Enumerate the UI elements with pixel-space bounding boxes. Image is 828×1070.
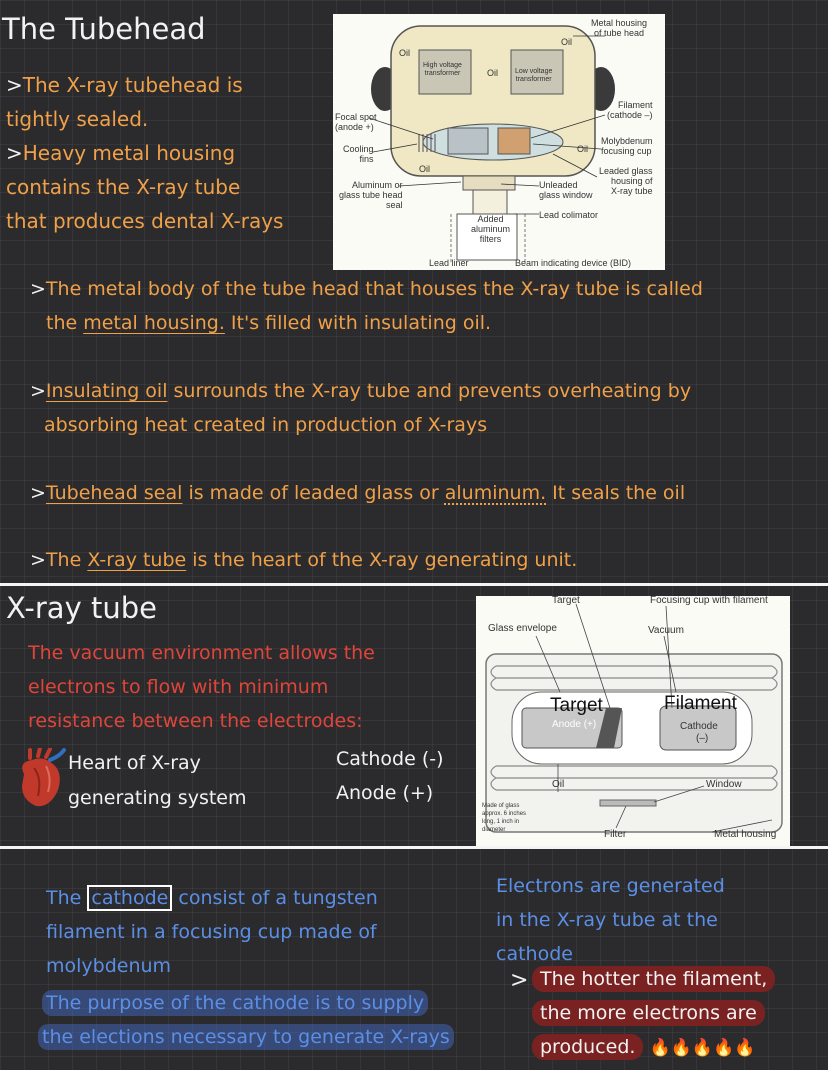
paragraph-text: The metal body of the tube head that houses the X-ray tube is called <box>45 278 703 300</box>
label-target-handwritten: Target <box>550 695 603 716</box>
bullet-marker: > <box>30 278 46 300</box>
paragraph-text: the <box>46 312 84 334</box>
underlined-term: metal housing. <box>83 312 225 334</box>
bullet-marker: > <box>30 482 46 504</box>
highlighted-text: the elections necessary to generate X-rays <box>38 1024 454 1050</box>
tubehead-bullet-1 <box>6 68 283 238</box>
label-filament-handwritten: Filament <box>664 693 737 714</box>
paragraph-text: The <box>45 549 88 571</box>
vacuum-text: resistance between the electrodes: <box>28 710 363 732</box>
label-oil: Oil <box>399 48 410 58</box>
note-text: Electrons are generated <box>496 875 725 897</box>
paragraph-metal-housing <box>30 272 703 340</box>
label-focal-spot: Focal spot (anode +) <box>335 112 377 132</box>
highlighted-text: produced. <box>532 1034 643 1060</box>
label-metal-housing: Metal housing <box>714 829 777 840</box>
underlined-term: Tubehead seal <box>45 482 183 504</box>
anatomical-heart-icon <box>16 748 66 810</box>
label-oil: Oil <box>577 144 588 154</box>
bullet-text: contains the X-ray tube <box>6 175 241 199</box>
label-glass-envelope: Glass envelope <box>488 623 557 634</box>
bullet-text: tightly sealed. <box>6 107 149 131</box>
highlighted-text: The purpose of the cathode is to supply <box>42 990 428 1016</box>
paragraph-tubehead-seal <box>30 476 685 510</box>
label-high-voltage-transformer: High voltage transformer <box>423 62 462 77</box>
highlighted-text: the more electrons are <box>532 1000 765 1026</box>
tubehead-diagram <box>333 14 665 270</box>
label-lead-collimator: Lead colimator <box>539 210 599 220</box>
label-oil: Oil <box>552 779 565 790</box>
label-oil: Oil <box>561 37 572 47</box>
highlighted-text: The hotter the filament, <box>532 966 775 992</box>
label-window: Window <box>706 779 742 790</box>
filament-note-marker: > <box>510 968 529 993</box>
label-vacuum: Vacuum <box>648 625 684 636</box>
cathode-text: The <box>46 887 88 909</box>
label-leaded-glass: Leaded glass housing of X-ray tube <box>599 166 653 196</box>
bullet-marker: > <box>30 380 46 402</box>
label-anode: Anode (+) <box>552 719 597 730</box>
electrons-generated-note <box>496 869 725 971</box>
section-title-xray-tube: X-ray tube <box>6 591 157 625</box>
xray-tube-diagram <box>476 596 790 846</box>
electrode-anode: Anode (+) <box>336 782 434 804</box>
label-cathode: Cathode <box>680 721 718 732</box>
bullet-marker: > <box>6 141 23 165</box>
label-oil: Oil <box>419 164 430 174</box>
section-title-tubehead: The Tubehead <box>2 12 206 46</box>
label-oil: Oil <box>487 68 498 78</box>
heart-caption <box>68 746 247 816</box>
label-metal-housing: Metal housing of tube head <box>591 18 648 38</box>
label-lead-liner: Lead liner <box>429 258 469 268</box>
label-focusing-cup: Focusing cup with filament <box>650 595 768 606</box>
fire-emoji-row: 🔥🔥🔥🔥🔥 <box>649 1038 756 1058</box>
label-low-voltage-transformer: Low voltage transformer <box>515 68 553 83</box>
vacuum-text: The vacuum environment allows the <box>28 642 375 664</box>
paragraph-text: It's filled with insulating oil. <box>224 312 492 334</box>
paragraph-text: It seals the oil <box>546 482 686 504</box>
note-text: in the X-ray tube at the <box>496 909 718 931</box>
cathode-purpose-highlight <box>42 986 454 1054</box>
paragraph-text: surrounds the X-ray tube and prevents overheating by <box>167 380 692 402</box>
underlined-term: X-ray tube <box>87 549 187 571</box>
label-cooling-fins: Cooling fins <box>343 144 374 164</box>
label-molybdenum-cup: Molybdenum focusing cup <box>601 136 653 156</box>
vacuum-text: electrons to flow with minimum <box>28 676 329 698</box>
electrode-list <box>336 742 444 810</box>
label-glass-size: Made of glass approx. 6 inches long, 1 inch in diameter <box>482 803 527 833</box>
cathode-text: molybdenum <box>46 955 172 977</box>
electrode-cathode: Cathode (-) <box>336 748 444 770</box>
bullet-text: that produces dental X-rays <box>6 209 284 233</box>
label-filament: Filament (cathode –) <box>607 100 653 120</box>
underlined-term: Insulating oil <box>45 380 168 402</box>
section-divider <box>0 846 828 849</box>
cathode-text: consist of a tungsten <box>172 887 378 909</box>
note-text: cathode <box>496 943 573 965</box>
filament-heat-note <box>532 962 775 1065</box>
section-divider <box>0 583 828 586</box>
label-aluminum-filters: Added aluminum filters <box>471 214 511 244</box>
bullet-marker: > <box>30 549 46 571</box>
bullet-marker: > <box>6 73 23 97</box>
cathode-text: filament in a focusing cup made of <box>46 921 377 943</box>
label-aluminum-seal: Aluminum or glass tube head seal <box>339 180 403 210</box>
underlined-term: aluminum. <box>444 482 547 504</box>
label-bid: Beam indicating device (BID) <box>515 258 632 268</box>
label-unleaded-window: Unleaded glass window <box>539 180 593 200</box>
paragraph-text: is made of leaded glass or <box>182 482 445 504</box>
heart-caption-text: Heart of X-ray <box>68 752 201 774</box>
label-cathode-sign: (–) <box>696 733 709 744</box>
paragraph-text: absorbing heat created in production of X-rays <box>44 414 488 436</box>
bullet-text: The X-ray tubehead is <box>22 73 243 97</box>
vacuum-description <box>28 636 375 738</box>
paragraph-text: is the heart of the X-ray generating unit. <box>186 549 578 571</box>
label-filter: Filter <box>604 829 627 840</box>
cathode-description <box>46 881 378 983</box>
bullet-text: Heavy metal housing <box>22 141 236 165</box>
paragraph-insulating-oil <box>30 374 691 442</box>
heart-caption-text: generating system <box>68 787 247 809</box>
label-target: Target <box>552 595 580 606</box>
paragraph-xray-tube <box>30 543 577 577</box>
cathode-boxed-term: cathode <box>87 885 172 911</box>
